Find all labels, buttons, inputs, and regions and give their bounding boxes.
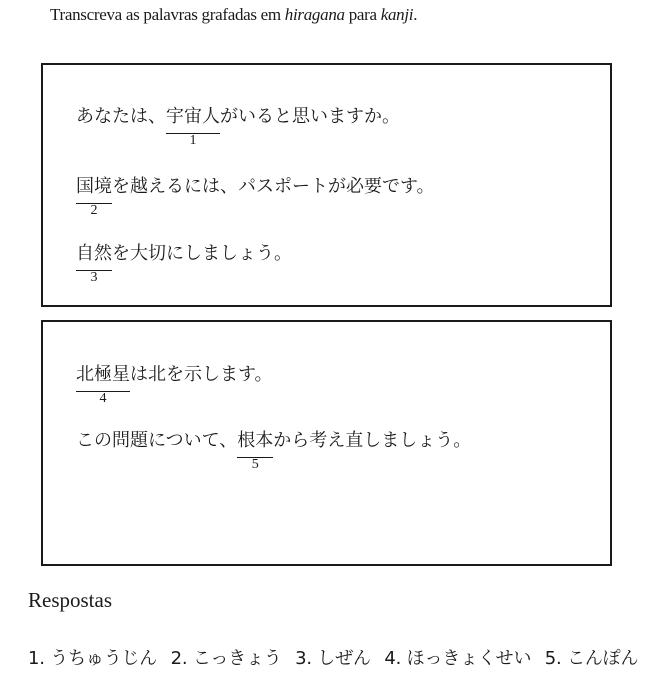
word-number-2: 2 [90, 203, 98, 218]
underlined-word-5 [237, 430, 274, 472]
answer-item-2: 2. こっきょう [170, 648, 282, 669]
sentence-4-post: は北を示します。 [130, 364, 273, 385]
underlined-word-1 [166, 106, 220, 148]
sentence-box-1 [41, 63, 612, 307]
instruction-text [50, 5, 417, 25]
underlined-word-4-text: 北極星 [76, 364, 130, 385]
answer-item-4: 4. ほっきょくせい [384, 648, 532, 669]
word-number-1: 1 [189, 133, 197, 148]
word-number-4: 4 [99, 391, 107, 406]
sentence-1-pre: あなたは、 [76, 106, 166, 127]
instruction-italic-hiragana: hiragana [284, 5, 345, 24]
sentence-1 [76, 106, 400, 148]
answer-item-5: 5. こんぽん [544, 648, 639, 669]
answers-title: Respostas [28, 588, 112, 612]
instruction-part-3: . [413, 5, 418, 24]
sentence-2 [76, 176, 435, 218]
answer-item-3: 3. しぜん [295, 648, 371, 669]
sentence-3 [76, 243, 292, 285]
instruction-part-2: para [344, 5, 381, 24]
underlined-word-4 [76, 364, 130, 406]
underlined-word-5-text: 根本 [237, 430, 274, 451]
sentence-2-post: を越えるには、パスポートが必要です。 [112, 176, 435, 197]
sentence-5 [76, 430, 472, 472]
sentence-3-post: を大切にしましょう。 [112, 243, 292, 264]
answer-item-1: 1. うちゅうじん [28, 648, 158, 669]
sentence-1-post: がいると思いますか。 [220, 106, 400, 127]
answers-list [28, 644, 646, 670]
word-number-3: 3 [90, 270, 98, 285]
sentence-5-pre: この問題について、 [76, 430, 238, 451]
word-number-5: 5 [251, 457, 259, 472]
underlined-word-2 [76, 176, 112, 218]
instruction-italic-kanji: kanji [380, 5, 414, 24]
underlined-word-1-text: 宇宙人 [166, 106, 220, 127]
instruction-part-1: Transcreva as palavras grafadas em [50, 5, 285, 24]
underlined-word-3-text: 自然 [76, 243, 112, 264]
sentence-4 [76, 364, 273, 406]
underlined-word-3 [76, 243, 112, 285]
underlined-word-2-text: 国境 [76, 176, 112, 197]
sentence-box-2 [41, 320, 612, 566]
sentence-5-post: から考え直しましょう。 [273, 430, 472, 451]
